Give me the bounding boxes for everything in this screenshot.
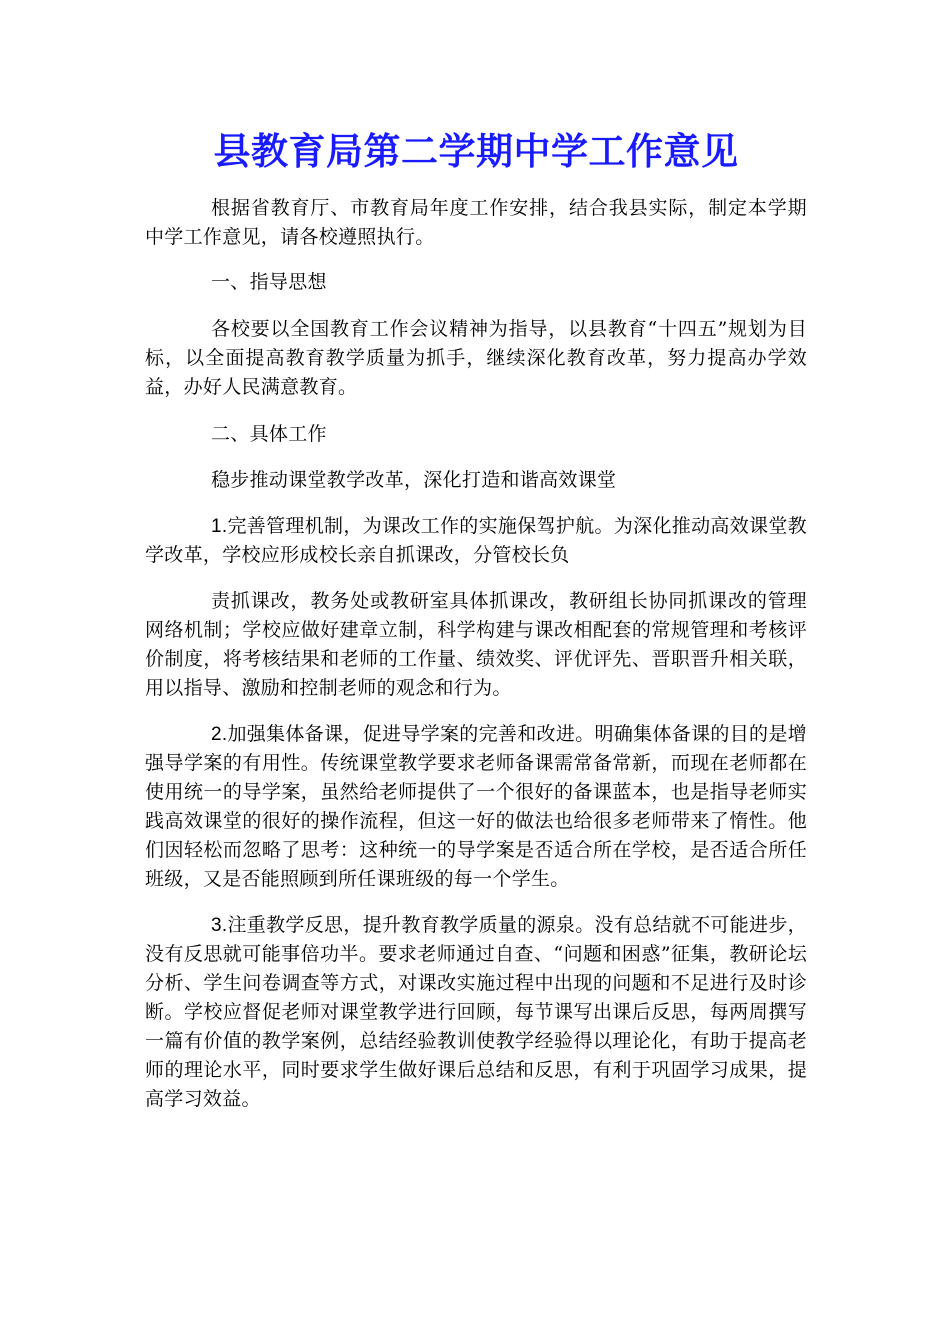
item-2-text: 加强集体备课，促进导学案的完善和改进。明确集体备课的目的是增强导学案的有用性。传统课堂教学要求老师备课需常备常新，而现在老师都在使用统一的导学案，虽然给老师提供了一个很好的备课蓝本，也是指导老师实践高效课堂的很好的操作流程，但这一好的做法也给很多老师带来了惰性。他们因轻松而忽略了思考：这种统一的导学案是否适合所在学校，是否适合所任班级，又是否能照顾到所任课班级的每一个学生。 <box>145 723 807 890</box>
document-title: 县教育局第二学期中学工作意见 <box>213 129 739 173</box>
item-1-text: 完善管理机制，为课改工作的实施保驾护航。为深化推动高效课堂教学改革，学校应形成校长亲自抓课改，分管校长负 <box>145 515 807 566</box>
item-2-paragraph <box>145 720 807 894</box>
guiding-ideology-paragraph: 各校要以全国教育工作会议精神为指导，以县教育“十四五”规划为目标，以全面提高教育教学质量为抓手，继续深化教育改革，努力提高办学效益，办好人民满意教育。 <box>145 318 807 398</box>
item-2-number: 2. <box>211 724 228 745</box>
item-3-number: 3. <box>211 915 228 936</box>
section-heading-guiding-ideology: 一、指导思想 <box>211 271 327 293</box>
document-page <box>145 0 807 1114</box>
section-heading-specific-work: 二、具体工作 <box>211 423 327 445</box>
item-1-paragraph <box>145 512 807 570</box>
section-subheading: 稳步推动课堂教学改革，深化打造和谐高效课堂 <box>211 469 617 491</box>
item-1-continuation: 责抓课改，教务处或教研室具体抓课改，教研组长协同抓课改的管理网络机制；学校应做好建章立制，科学构建与课改相配套的常规管理和考核评价制度，将考核结果和老师的工作量、绩效奖、评优评先、晋职晋升相关联，用以指导、激励和控制老师的观念和行为。 <box>145 590 807 699</box>
item-1-number: 1. <box>211 516 228 537</box>
item-3-paragraph <box>145 911 807 1114</box>
intro-paragraph: 根据省教育厅、市教育局年度工作安排，结合我县实际，制定本学期中学工作意见，请各校遵照执行。 <box>145 197 807 248</box>
item-3-text: 注重教学反思，提升教育教学质量的源泉。没有总结就不可能进步，没有反思就可能事倍功半。要求老师通过自查、“问题和困惑”征集，教研论坛分析、学生问卷调查等方式，对课改实施过程中出现的问题和不足进行及时诊断。学校应督促老师对课堂教学进行回顾，每节课写出课后反思，每两周撰写一篇有价值的教学案例，总结经验教训使教学经验得以理论化，有助于提高老师的理论水平，同时要求学生做好课后总结和反思，有利于巩固学习成果，提高学习效益。 <box>145 914 807 1110</box>
